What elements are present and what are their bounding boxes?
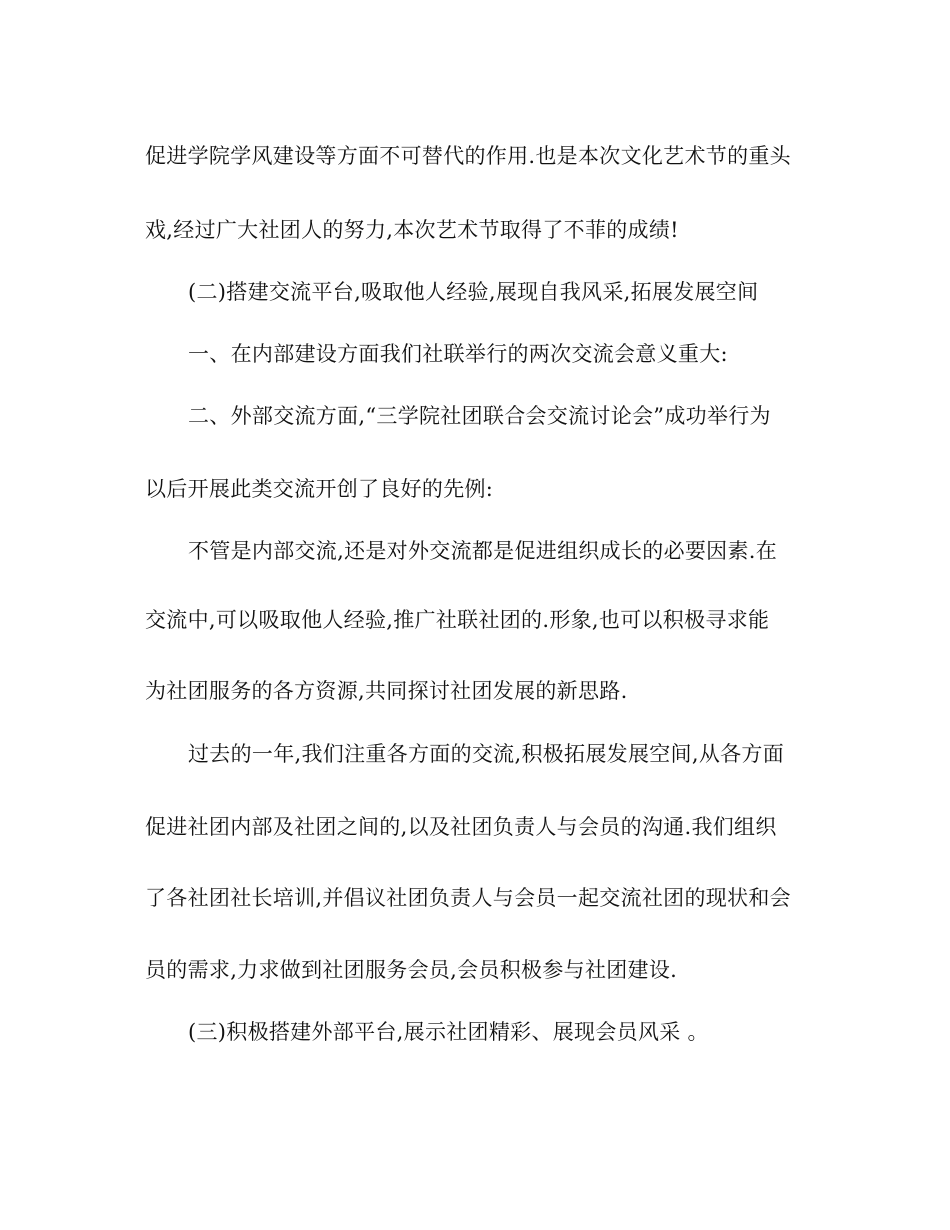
list-item-2: 二、外部交流方面,“三学院社团联合会交流讨论会”成功举行为 bbox=[188, 404, 771, 428]
paragraph-line-4: 过去的一年,我们注重各方面的交流,积极拓展发展空间,从各方面 bbox=[188, 742, 785, 766]
text-line-1: 促进学院学风建设等方面不可替代的作用.也是本次文化艺术节的重头 bbox=[145, 144, 791, 168]
text-line-2: 戏,经过广大社团人的努力,本次艺术节取得了不菲的成绩! bbox=[145, 218, 679, 242]
paragraph-line-6: 了各社团社长培训,并倡议社团负责人与会员一起交流社团的现状和会 bbox=[145, 886, 791, 910]
paragraph-line-7: 员的需求,力求做到社团服务会员,会员积极参与社团建设. bbox=[145, 958, 678, 982]
section-heading-3: (三)积极搭建外部平台,展示社团精彩、展现会员风采 。 bbox=[188, 1020, 709, 1044]
text-line-6: 以后开展此类交流开创了良好的先例: bbox=[145, 477, 494, 501]
paragraph-line-2: 交流中,可以吸取他人经验,推广社联社团的.形象,也可以积极寻求能 bbox=[145, 608, 770, 632]
paragraph-line-3: 为社团服务的各方资源,共同探讨社团发展的新思路. bbox=[145, 679, 628, 703]
section-heading-2: (二)搭建交流平台,吸取他人经验,展现自我风采,拓展发展空间 bbox=[188, 280, 759, 304]
paragraph-line-5: 促进社团内部及社团之间的,以及社团负责人与会员的沟通.我们组织 bbox=[145, 815, 777, 839]
paragraph-line-1: 不管是内部交流,还是对外交流都是促进组织成长的必要因素.在 bbox=[188, 539, 778, 563]
list-item-1: 一、在内部建设方面我们社联举行的两次交流会意义重大: bbox=[188, 342, 728, 366]
